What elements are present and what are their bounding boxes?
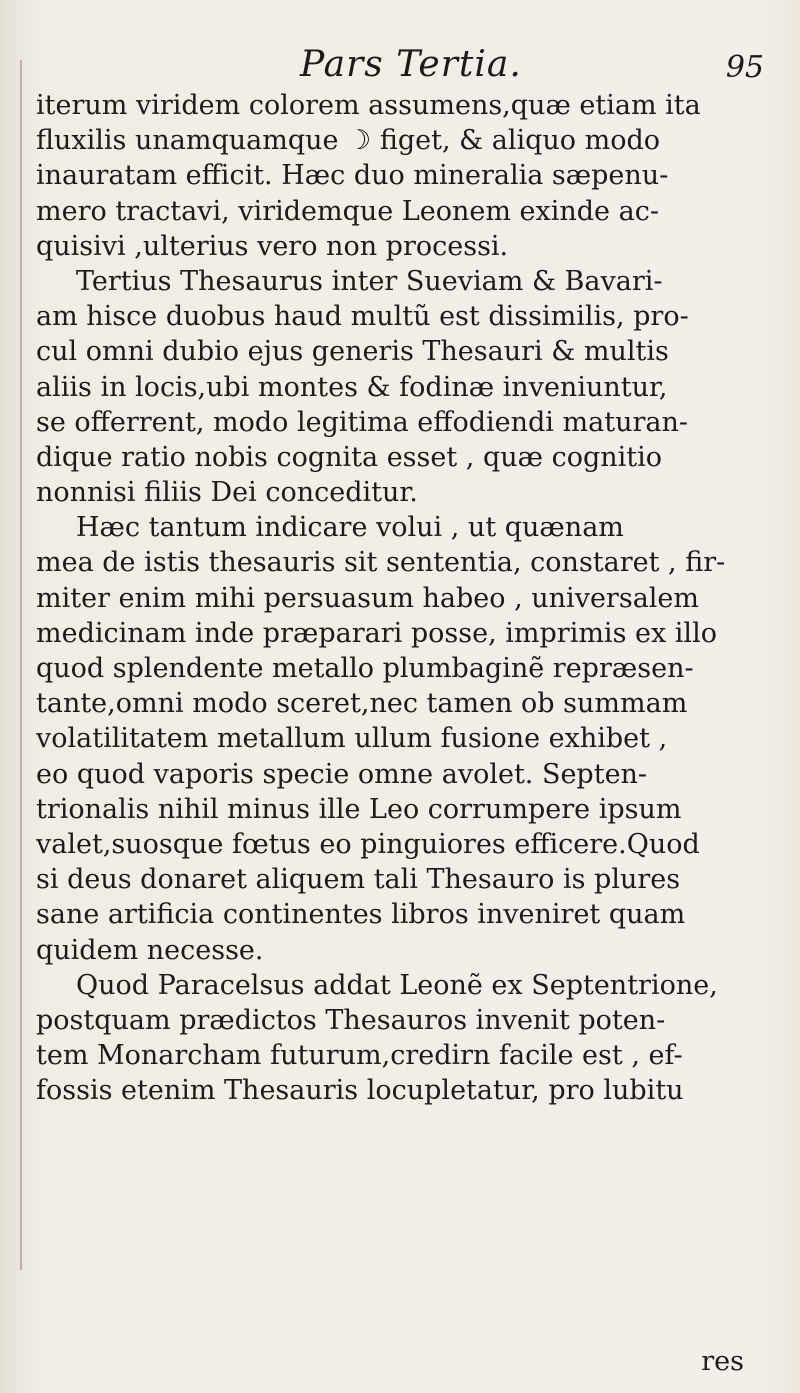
- text-line: quod splendente metallo plumbaginẽ repræsen-: [36, 653, 694, 684]
- running-head-title: Pars Tertia.: [300, 44, 522, 85]
- text-line: tem Monarcham futurum,credirn facile est , ef-: [36, 1040, 683, 1072]
- text-line: dique ratio nobis cognita esset , quæ cognitio: [36, 441, 663, 473]
- text-line: valet,suosque fœtus eo pinguiores efficere.Quod: [36, 828, 700, 860]
- body-text: [36, 88, 776, 1108]
- text-line: fluxilis unamquamque ☽ figet, & aliquo modo: [36, 125, 661, 157]
- text-line: sane artificia continentes libros inveniret quam: [36, 899, 686, 931]
- text-line: aliis in locis,ubi montes & fodinæ inveniuntur,: [36, 371, 668, 403]
- text-line: trionalis nihil minus ille Leo corrumpere ipsum: [36, 793, 682, 825]
- catchword: res: [701, 1346, 744, 1377]
- text-line: tante,omni modo sceret,nec tamen ob summam: [36, 688, 688, 720]
- text-line: am hisce duobus haud multũ est dissimilis, pro-: [36, 301, 689, 333]
- text-line: mero tractavi, viridemque Leonem exinde ac-: [36, 195, 659, 227]
- text-line: volatilitatem metallum ullum fusione exhibet ,: [36, 723, 668, 755]
- paragraph-start-line: Hæc tantum indicare volui , ut quænam: [76, 512, 624, 544]
- text-line: si deus donaret aliquem tali Thesauro is plures: [36, 864, 681, 896]
- text-line: fossis etenim Thesauris locupletatur, pro lubitu: [36, 1075, 684, 1107]
- text-line: miter enim mihi persuasum habeo , universalem: [36, 582, 700, 614]
- text-line: eo quod vaporis specie omne avolet. Septen-: [36, 758, 648, 790]
- text-line: quisivi ,ulterius vero non processi.: [36, 230, 509, 262]
- text-line: quidem necesse.: [36, 934, 264, 966]
- text-line: nonnisi filiis Dei conceditur.: [36, 477, 418, 509]
- page-gutter-edge: [20, 60, 22, 1270]
- page-number: 95: [725, 50, 764, 85]
- paragraph-start-line: Tertius Thesaurus inter Sueviam & Bavari-: [76, 265, 663, 297]
- text-line: se offerrent, modo legitima effodiendi maturan-: [36, 406, 688, 438]
- text-line: iterum viridem colorem assumens,quæ etiam ita: [36, 90, 701, 121]
- running-head: [0, 40, 800, 90]
- text-line: cul omni dubio ejus generis Thesauri & multis: [36, 336, 669, 368]
- text-line: mea de istis thesauris sit sententia, constaret , fir-: [36, 547, 726, 579]
- text-line: postquam prædictos Thesauros invenit poten-: [36, 1004, 666, 1036]
- text-line: medicinam inde præparari posse, imprimis ex illo: [36, 617, 717, 649]
- paragraph-start-line: Quod Paracelsus addat Leonẽ ex Septentrione,: [76, 969, 718, 1001]
- text-line: inauratam efficit. Hæc duo mineralia sæpenu-: [36, 160, 669, 192]
